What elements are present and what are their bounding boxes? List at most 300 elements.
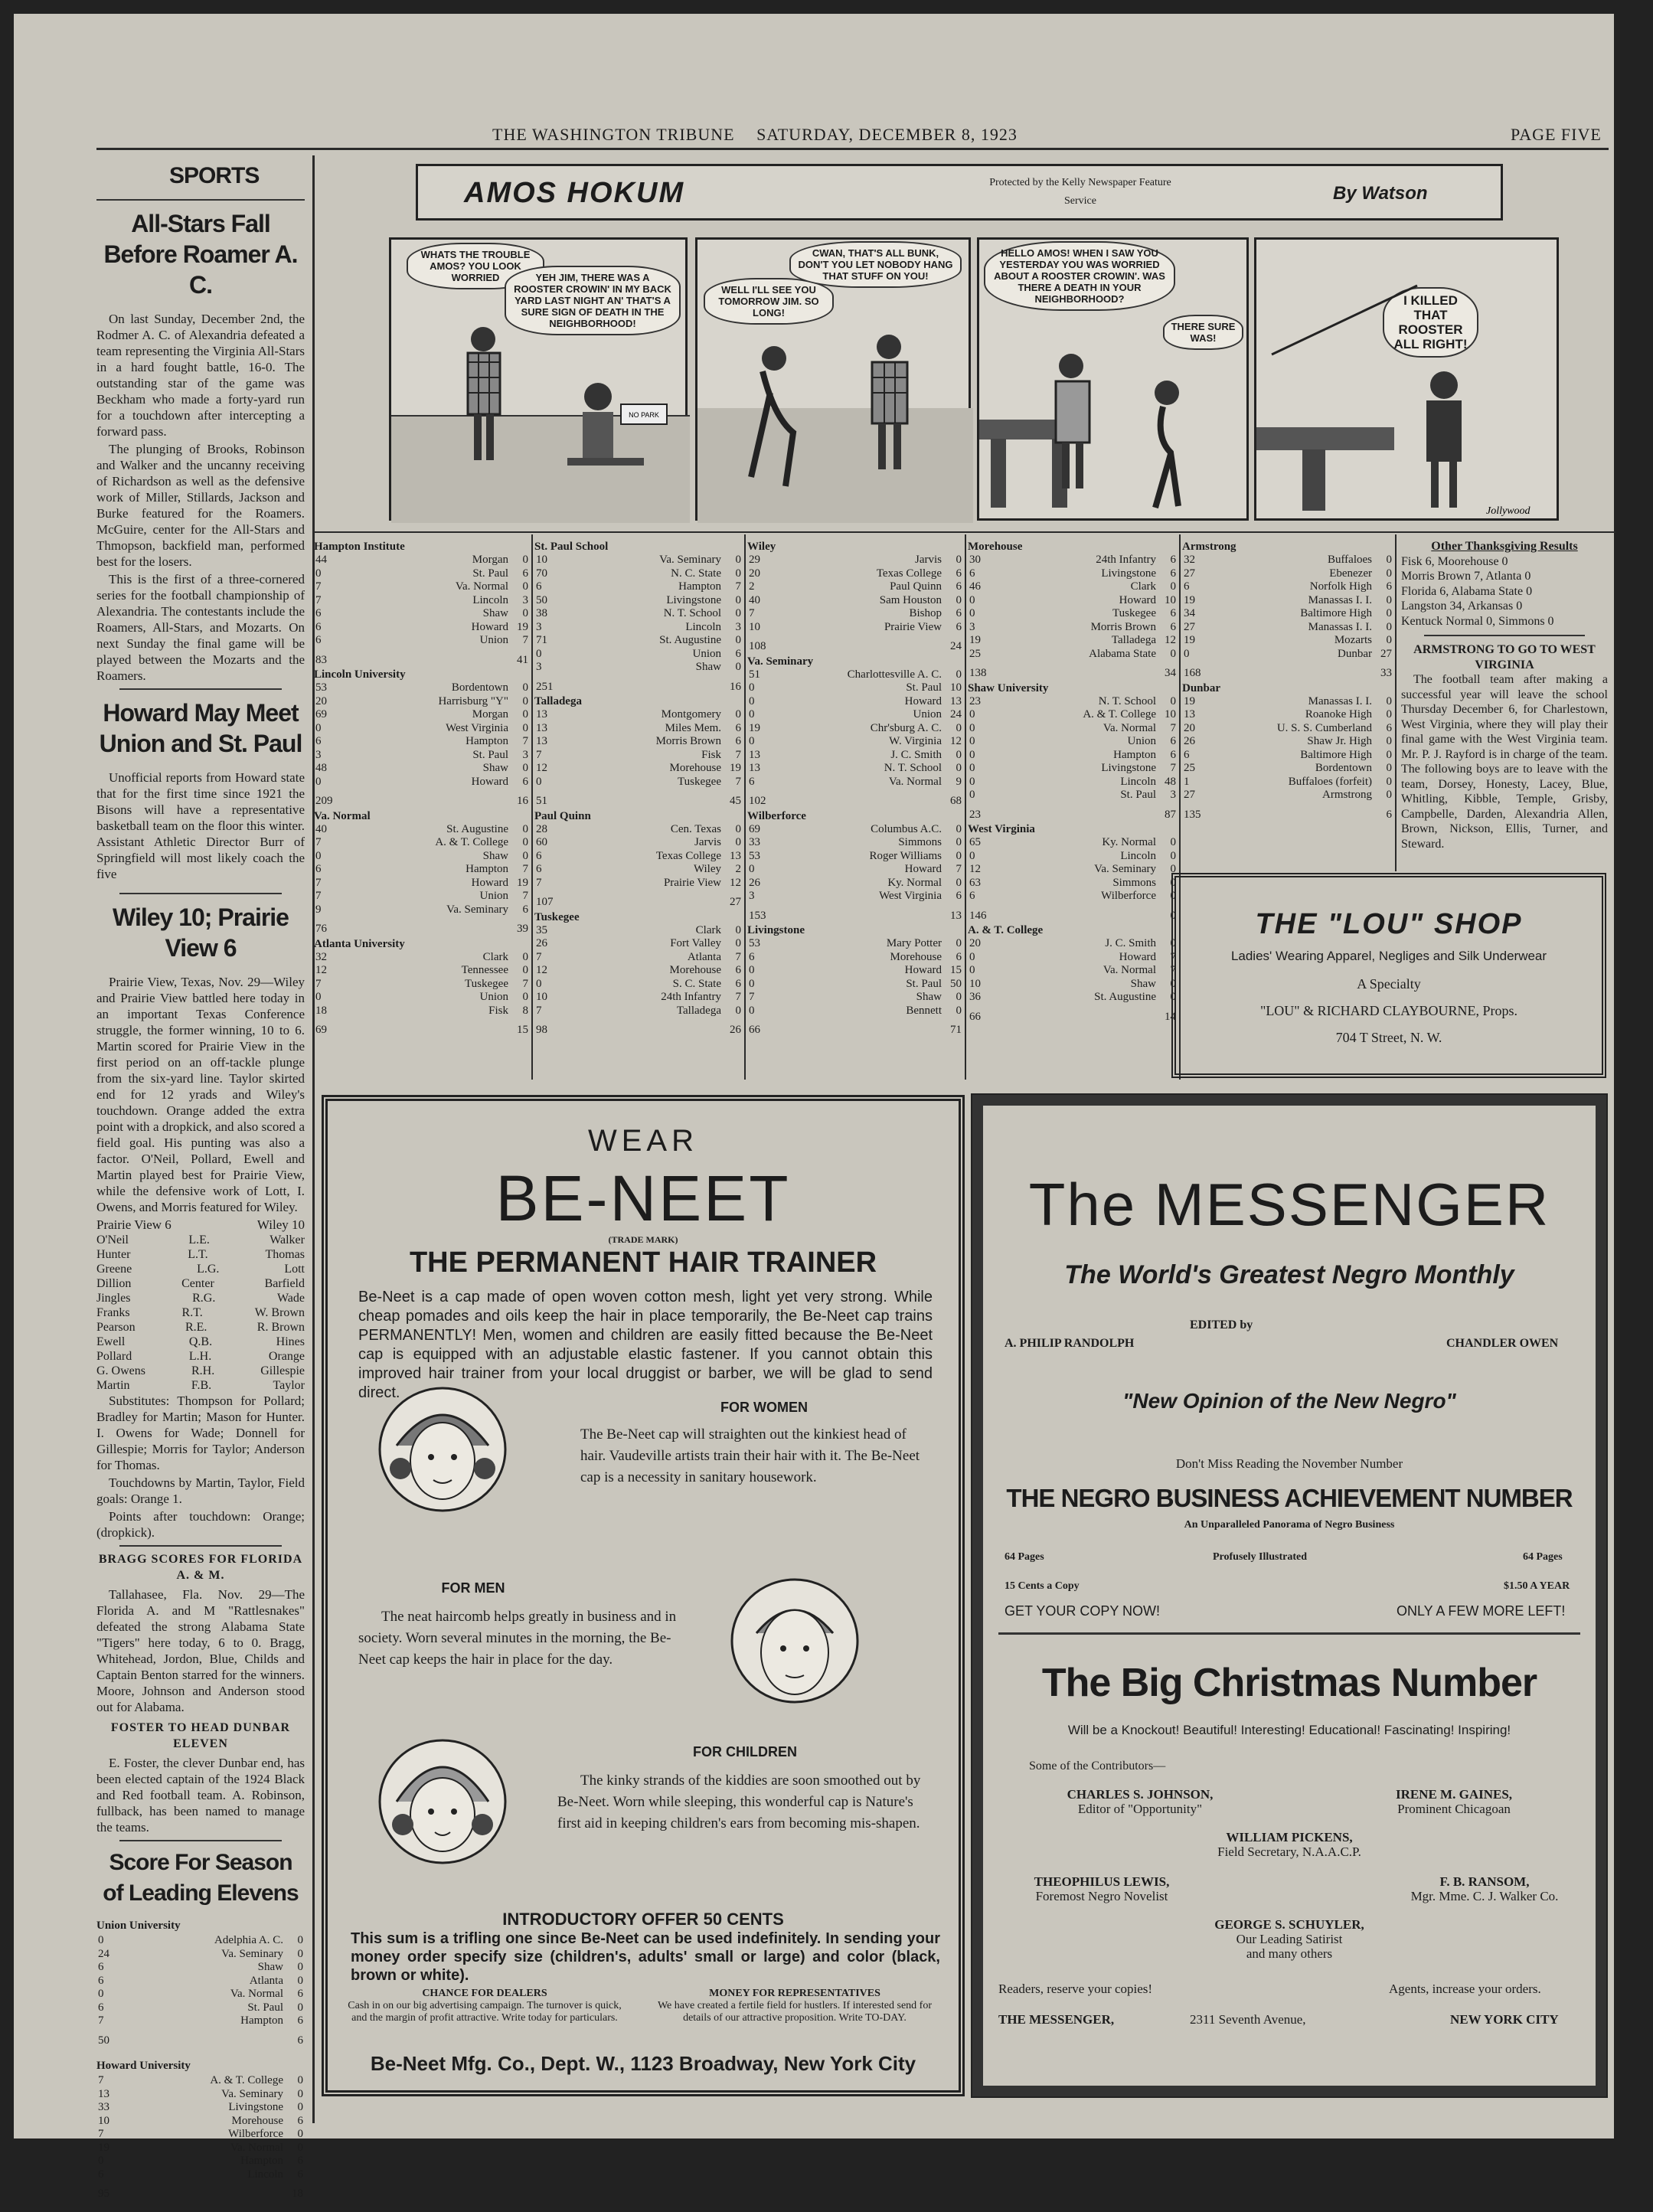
result-line: Kentuck Normal 0, Simmons 0 [1401, 614, 1554, 628]
total-spacer [778, 903, 943, 923]
score: 0 [735, 554, 741, 566]
opponent: Jarvis [694, 836, 721, 848]
lineup-row [96, 1364, 305, 1378]
contributor: CHARLES S. JOHNSON, Editor of "Opportunity" [1067, 1787, 1214, 1816]
opponent: Howard [904, 863, 942, 875]
ad-line: "LOU" & RICHARD CLAYBOURNE, Props. [1259, 1003, 1518, 1018]
score-row [314, 1005, 530, 1018]
score: 6 [1170, 735, 1176, 747]
score: 10 [536, 554, 547, 566]
position: L.H. [188, 1350, 212, 1363]
score: 7 [315, 890, 322, 902]
score: 0 [1386, 775, 1392, 788]
score-row [534, 964, 743, 978]
score: 0 [969, 964, 975, 976]
score: 13 [749, 748, 760, 761]
score-row [314, 681, 530, 695]
score: 19 [1184, 634, 1195, 646]
player: Franks [96, 1306, 130, 1319]
score-row [314, 695, 530, 709]
score: 69 [315, 708, 327, 720]
score: 0 [956, 822, 962, 835]
score: 6 [98, 2168, 104, 2181]
speech-bubble: CWAN, THAT'S ALL BUNK, DON'T YOU LET NOBODY HANG THAT STUFF ON YOU! [789, 241, 962, 288]
lineup-row [96, 1378, 305, 1393]
score: 0 [1170, 991, 1176, 1003]
score-row [1182, 621, 1393, 635]
team-score-block [314, 541, 530, 667]
score: 27 [1184, 620, 1195, 633]
score: 10 [1165, 708, 1176, 720]
score: 10 [98, 2114, 109, 2127]
score: 6 [1184, 748, 1190, 761]
score: 0 [297, 2101, 303, 2113]
opponent: Tuskegee [465, 977, 508, 990]
score: 20 [969, 937, 981, 949]
score: 26 [749, 876, 760, 889]
score: 9 [956, 775, 962, 788]
ad-line: 64 Pages [1523, 1551, 1563, 1563]
opponent: Shaw [482, 849, 508, 862]
score: 10 [969, 977, 981, 990]
total-score: 98 [536, 1024, 547, 1036]
score-row [968, 735, 1178, 749]
team-name: Talladega [534, 695, 582, 707]
player: G. Owens [96, 1364, 145, 1377]
ad-line: $1.50 A YEAR [1504, 1580, 1570, 1592]
representatives-box: MONEY FOR REPRESENTATIVES We have created a fertile field for hustlers. If interested send for details of our attractive proposition. Write TO-DAY. [657, 1988, 933, 2024]
lineup-row [96, 1276, 305, 1291]
opponent: St. Paul [472, 567, 508, 580]
comic-panel-2 [695, 237, 971, 521]
score: 19 [1184, 593, 1195, 606]
total-score: 66 [969, 1010, 981, 1023]
score-row [314, 554, 530, 567]
article-title: FOSTER TO HEAD DUNBAR ELEVEN [110, 1721, 291, 1750]
score: 0 [735, 923, 741, 936]
total-score: 24 [950, 640, 962, 652]
edited-by: EDITED by [1190, 1318, 1253, 1331]
team-name: Paul Quinn [534, 809, 591, 822]
score: 7 [315, 977, 322, 990]
score: 28 [536, 822, 547, 835]
opponent: Va. Seminary [1094, 863, 1156, 875]
sports-column [96, 161, 305, 2212]
speech-bubble: WELL I'LL SEE YOU TOMORROW JIM. SO LONG! [704, 278, 834, 325]
opponent: Bordentown [1315, 762, 1372, 774]
score-row [747, 668, 963, 682]
thanksgiving-results [1401, 539, 1608, 853]
score: 12 [950, 735, 962, 747]
ad-footer-address: Be-Neet Mfg. Co., Dept. W., 1123 Broadway, New York City [370, 2052, 916, 2075]
score: 6 [956, 607, 962, 619]
opponent: Fort Valley [670, 937, 721, 949]
lineup-row [96, 1247, 305, 1262]
score: 0 [749, 863, 755, 875]
opponent: St. Augustine [1094, 991, 1156, 1003]
score: 19 [1184, 694, 1195, 707]
comic-drawing [391, 240, 690, 523]
opponent: Howard [1119, 950, 1156, 963]
player: Pearson [96, 1321, 136, 1334]
ad-wear: WEAR [588, 1124, 698, 1158]
position: R.G. [192, 1292, 216, 1305]
score-row [534, 951, 743, 965]
total-spacer [1213, 802, 1374, 822]
ad-text: The kinky strands of the kiddies are soon smoothed out by Be-Neet. Worn while sleeping, this wonderful cap is Nature's first aid in keeping children's ears from becoming mis-shapen. [557, 1773, 921, 1831]
comic-panel-4 [1254, 237, 1559, 521]
score: 0 [1386, 620, 1392, 633]
lineup-row [96, 1349, 305, 1364]
address-part: NEW YORK CITY [1450, 2012, 1559, 2027]
opponent: Paul Quinn [890, 580, 942, 593]
team-score-block [534, 541, 743, 694]
opponent: Manassas I. I. [1308, 593, 1372, 606]
score: 0 [956, 748, 962, 761]
ad-line: Some of the Contributors— [1029, 1759, 1166, 1773]
score: 50 [950, 977, 962, 990]
opponent: 24th Infantry [661, 991, 721, 1003]
score-row [968, 708, 1178, 722]
score: 0 [1386, 762, 1392, 774]
score: 7 [749, 607, 755, 619]
score: 34 [1184, 607, 1195, 619]
score: 0 [1170, 849, 1176, 862]
article-text: Unofficial reports from Howard state that for the first time since 1921 the Bisons will have a representative basketball team on the floor this winter. Assistant Athletic Director Burr of Springfield will most likely coach the five [96, 770, 305, 881]
total-spacer [127, 2181, 285, 2201]
player: O'Neil [96, 1233, 129, 1246]
score: 29 [749, 554, 760, 566]
score-row [968, 634, 1178, 648]
score: 6 [969, 890, 975, 902]
lineup-row [96, 1305, 305, 1320]
total-score: 146 [969, 909, 987, 922]
opponent: Hampton [466, 863, 508, 875]
score: 8 [522, 1004, 528, 1017]
score-column-5 [1182, 539, 1393, 861]
score-row [968, 607, 1178, 621]
total-spacer [1213, 661, 1374, 681]
score: 0 [297, 2128, 303, 2140]
score: 7 [1170, 964, 1176, 976]
score: 0 [522, 836, 528, 848]
opponent: Shaw Jr. High [1307, 735, 1372, 747]
score: 0 [522, 708, 528, 720]
total-spacer [345, 789, 510, 809]
score: 0 [969, 593, 975, 606]
score: 24 [98, 1947, 109, 1960]
total-row [968, 802, 1178, 822]
score-row [747, 877, 963, 890]
score-row [968, 877, 1178, 890]
score: 26 [536, 937, 547, 949]
article-title: ARMSTRONG TO GO TO WEST VIRGINIA [1413, 643, 1596, 671]
score: 0 [956, 937, 962, 949]
score-row [968, 567, 1178, 581]
score: 0 [522, 694, 528, 707]
article-text: On last Sunday, December 2nd, the Rodmer A. C. of Alexandria defeated a team representing the Virginia All-Stars in a hard fought battle, 16-0. The outstanding star of the game was Beckham who made a forty-yard run for a touchdown after intercepting a forward pass. [96, 312, 305, 439]
score-row [314, 749, 530, 763]
score: 26 [1184, 735, 1195, 747]
opponent: Dunbar [1338, 647, 1372, 660]
score-row [747, 991, 963, 1005]
team-score-block [534, 695, 743, 809]
score: 6 [297, 2168, 303, 2181]
score: 12 [536, 964, 547, 976]
player: Hines [276, 1335, 305, 1348]
score: 2 [735, 863, 741, 875]
opponent: Howard [471, 775, 508, 788]
lineup-header: Prairie View 6 Wiley 10 [96, 1217, 305, 1232]
score-row [534, 621, 743, 635]
score: 65 [969, 836, 981, 848]
team-name: Dunbar [1182, 681, 1221, 694]
lineup-row [96, 1262, 305, 1276]
score-row [1182, 722, 1393, 736]
opponent: Bishop [909, 607, 942, 619]
opponent: Morehouse [669, 964, 721, 976]
total-spacer [345, 648, 510, 668]
offer-text: This sum is a trifling one since Be-Neet can be used indefinitely. In sending your money order specify size (children's, adults' small or large) and color (black, brown or white). [351, 1930, 940, 1984]
score: 0 [297, 2074, 303, 2086]
score-row [96, 2155, 305, 2168]
opponent: Morehouse [890, 950, 942, 963]
comic-copyright: Protected by the Kelly Newspaper Feature Service [989, 177, 1171, 207]
score: 6 [735, 721, 741, 734]
opponent: A. & T. College [435, 836, 508, 848]
player: R. Brown [256, 1321, 305, 1334]
position: R.H. [191, 1364, 215, 1377]
score: 7 [735, 748, 741, 761]
score: 0 [969, 708, 975, 720]
christmas-headline: The Big Christmas Number [1041, 1661, 1537, 1705]
opponent: A. & T. College [1083, 708, 1156, 720]
score: 6 [969, 567, 975, 580]
score: 0 [956, 876, 962, 889]
score: 13 [1184, 708, 1195, 720]
score-row [1182, 749, 1393, 763]
total-score: 76 [315, 923, 327, 935]
score: 0 [98, 1934, 104, 1946]
position: F.B. [191, 1379, 212, 1392]
team-score-block [96, 1918, 305, 2047]
score: 0 [297, 2001, 303, 2014]
opponent: Livingstone [228, 2101, 283, 2113]
score: 6 [98, 1961, 104, 1973]
score: 0 [98, 2155, 104, 2167]
score-row [314, 580, 530, 594]
opponent: N. T. School [884, 762, 942, 774]
score-table [534, 708, 743, 809]
position: Center [181, 1277, 214, 1290]
score-row [534, 823, 743, 837]
score: 7 [522, 634, 528, 646]
score-row [314, 762, 530, 776]
opponent: Bennett [906, 1004, 942, 1017]
article-title: Howard May Meet Union and St. Paul [99, 699, 302, 757]
score-row [747, 695, 963, 709]
score-row [534, 648, 743, 662]
opponent: N. T. School [1098, 694, 1156, 707]
score-row [968, 695, 1178, 709]
score-row [314, 903, 530, 917]
total-row [1182, 802, 1393, 822]
total-row [534, 675, 743, 694]
opponent: Atlanta [249, 1974, 283, 1987]
lineup-row [96, 1233, 305, 1247]
team-name: Atlanta University [314, 937, 405, 950]
score-table [314, 554, 530, 667]
score: 0 [735, 822, 741, 835]
score: 10 [749, 620, 760, 633]
total-score: 66 [749, 1024, 760, 1036]
score: 6 [315, 620, 322, 633]
score-row [747, 776, 963, 789]
magazine-subtitle: The World's Greatest Negro Monthly [1064, 1260, 1514, 1289]
article-title: BRAGG SCORES FOR FLORIDA A. & M. [98, 1553, 303, 1582]
score-row [314, 607, 530, 621]
score-row [534, 567, 743, 581]
opponent: Baltimore High [1300, 748, 1372, 761]
score: 0 [522, 721, 528, 734]
score: 6 [315, 634, 322, 646]
team-name: Livingstone [747, 924, 805, 936]
score: 0 [522, 822, 528, 835]
score: 0 [522, 991, 528, 1003]
score-row [968, 621, 1178, 635]
score: 0 [969, 775, 975, 788]
score-row [96, 1934, 305, 1948]
opponent: Talladega [676, 1004, 721, 1017]
season-scores [96, 1918, 305, 2201]
score: 10 [1165, 593, 1176, 606]
team-score-block [747, 655, 963, 809]
score-row [968, 978, 1178, 992]
score: 0 [956, 668, 962, 681]
opponent: Prairie View [663, 876, 721, 889]
comic-panel-3 [977, 237, 1249, 521]
score: 0 [956, 554, 962, 566]
score-row [96, 2001, 305, 2015]
score-row [96, 2115, 305, 2129]
ad-line: Don't Miss Reading the November Number [1175, 1456, 1403, 1471]
team-score-block [1182, 682, 1393, 822]
score-row [96, 2074, 305, 2088]
opponent: St. Paul [247, 2001, 283, 2014]
score: 3 [749, 890, 755, 902]
opponent: Buffaloes (forfeit) [1288, 775, 1372, 788]
score: 69 [749, 822, 760, 835]
opponent: Jarvis [915, 554, 942, 566]
score-row [96, 1975, 305, 1988]
score: 25 [1184, 762, 1195, 774]
ad-line: 15 Cents a Copy [1005, 1580, 1080, 1592]
score: 13 [950, 694, 962, 707]
score-row [534, 1005, 743, 1018]
score: 0 [1386, 554, 1392, 566]
opponent: Va. Normal [1103, 721, 1156, 734]
score: 48 [315, 762, 327, 774]
score-row [968, 762, 1178, 776]
score: 6 [297, 1988, 303, 2000]
score: 6 [297, 2114, 303, 2127]
opponent: St. Paul [1120, 789, 1156, 801]
total-score: 0 [1170, 909, 1176, 922]
total-spacer [778, 789, 943, 809]
score: 0 [735, 607, 741, 619]
opponent: Talladega [1111, 634, 1156, 646]
opponent: Lincoln [1120, 775, 1156, 788]
opponent: Hampton [240, 2155, 283, 2167]
score: 12 [730, 876, 741, 889]
score-row [314, 594, 530, 608]
score: 0 [1386, 735, 1392, 747]
opponent: Fisk [488, 1004, 508, 1017]
total-spacer [345, 1018, 510, 1037]
score: 13 [536, 708, 547, 720]
total-score: 102 [749, 795, 766, 807]
score: 0 [956, 836, 962, 848]
total-spacer [998, 1005, 1158, 1024]
score: 7 [536, 950, 542, 963]
score-row [534, 607, 743, 621]
ad-line: Readers, reserve your copies! [998, 1982, 1153, 1996]
position: L.G. [197, 1263, 220, 1276]
score: 1 [1184, 775, 1190, 788]
lineup-table [96, 1233, 305, 1393]
score-row [968, 863, 1178, 877]
comic-byline: By Watson [1333, 183, 1428, 204]
total-spacer [998, 802, 1158, 822]
score-table [534, 924, 743, 1037]
opponent: Morehouse [231, 2114, 283, 2127]
total-score: 16 [730, 680, 741, 693]
score: 53 [315, 681, 327, 694]
score-table [314, 951, 530, 1037]
score: 0 [297, 2087, 303, 2100]
score: 7 [735, 580, 741, 593]
score: 7 [956, 863, 962, 875]
score: 44 [315, 554, 327, 566]
ad-line: Profusely Illustrated [1213, 1551, 1308, 1563]
score: 0 [735, 1004, 741, 1017]
score-row [747, 850, 963, 864]
total-score: 68 [950, 795, 962, 807]
score: 6 [315, 863, 322, 875]
score-row [534, 836, 743, 850]
opponent: Chr'sburg A. C. [870, 721, 942, 734]
score: 6 [1386, 580, 1392, 593]
score-row [747, 681, 963, 695]
ad-line: Ladies' Wearing Apparel, Negliges and Silk Underwear [1230, 949, 1547, 963]
score: 0 [1386, 789, 1392, 801]
total-spacer [565, 675, 723, 694]
team-name: Wilberforce [747, 809, 806, 822]
total-row [314, 1018, 530, 1037]
team-name: Tuskegee [534, 910, 580, 923]
lineup-row [96, 1320, 305, 1335]
opponent: Union [479, 634, 508, 646]
score: 0 [522, 554, 528, 566]
total-score: 50 [98, 2034, 109, 2047]
opponent: Livingstone [1101, 567, 1156, 580]
score: 0 [1170, 876, 1176, 889]
ad-text: The neat haircomb helps greatly in business and in society. Worn several minutes in the morning, the Be-Neet cap keeps the hair in place for the day. [358, 1609, 677, 1668]
opponent: W. Virginia [889, 735, 942, 747]
score: 6 [297, 2014, 303, 2027]
score-row [314, 823, 530, 837]
page-number: PAGE FIVE [1511, 125, 1602, 144]
